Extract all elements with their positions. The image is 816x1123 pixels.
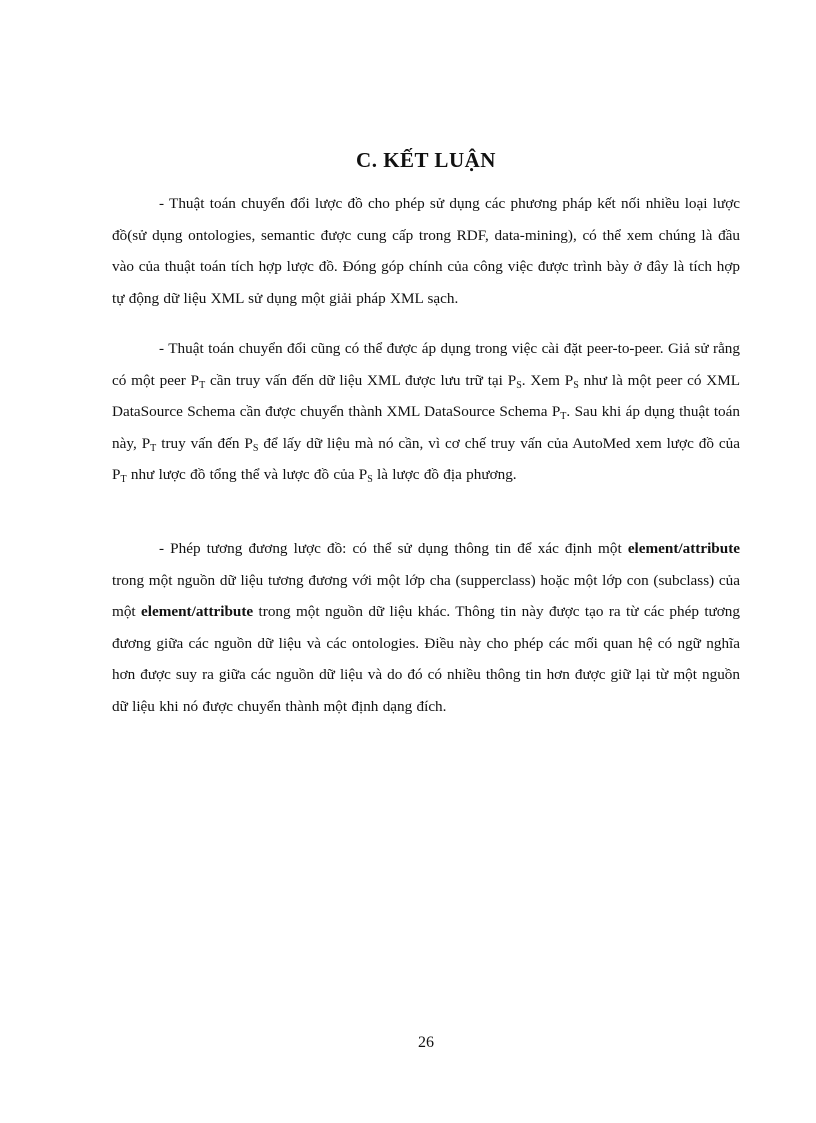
document-page — [112, 0, 740, 1123]
paragraph-2-text: là lược đồ địa phương. — [372, 466, 517, 483]
paragraph-3-text: trong một nguồn dữ liệu khác. Thông tin này được tạo ra từ các phép tương đương giữa các nguồn dữ liệu và các ontologies. Điều này cho phép các mối quan hệ có ngữ nghĩa hơn được suy ra giữa các nguồn dữ liệu và do đó có nhiều thông tin hơn được giữ lại từ một nguồn dữ liệu khi nó được chuyển thành một định dạng đích. — [112, 603, 740, 715]
paragraph-3-text: - Phép tương đương lược đồ: có thể sử dụng thông tin để xác định một — [159, 540, 628, 557]
subscript: S — [516, 379, 522, 391]
subscript: T — [560, 411, 567, 422]
subscript: T — [199, 379, 206, 391]
page-number: 26 — [418, 1034, 434, 1051]
bold-term: element/attribute — [141, 603, 254, 620]
paragraph-3 — [112, 533, 740, 722]
subscript: T — [120, 474, 127, 485]
paragraph-1: - Thuật toán chuyển đổi lược đồ cho phép sử dụng các phương pháp kết nối nhiều loại lược đồ(sử dụng ontologies, semantic được cung cấp trong RDF, data-mining), có thể xem chúng là đầu vào của thuật toán tích hợp lược đồ. Đóng góp chính của công việc được trình bày ở đây là tích hợp tự động dữ liệu XML sử dụng một giải pháp XML sạch. — [112, 195, 740, 307]
subscript: S — [252, 442, 259, 454]
paragraph-2-text: truy vấn đến P — [156, 434, 253, 452]
subscript: S — [367, 474, 373, 485]
subscript: T — [150, 442, 157, 454]
paragraph-2-text: như lược đồ tổng thể và lược đồ của P — [126, 466, 368, 483]
paragraph-2-text: . Xem P — [521, 371, 574, 389]
section-heading: C. KẾT LUẬN — [356, 148, 496, 172]
paragraph-3-text: trong một nguồn dữ liệu tương đương với một lớp cha (supperclass) hoặc một lớp con (subclass) của một — [112, 571, 740, 620]
bold-term: element/attribute — [627, 540, 740, 557]
paragraph-2-text: . Sau khi áp dụng thuật toán này, P — [112, 403, 740, 452]
paragraph-2 — [112, 333, 740, 491]
paragraph-2-text: - Thuật toán chuyển đổi cũng có thể được áp dụng trong việc cài đặt peer-to-peer. Giả sử rằng có một peer P — [112, 340, 740, 389]
paragraph-2-text: như là một peer có XML DataSource Schema cần được chuyển thành XML DataSource Schema P — [112, 371, 741, 420]
subscript: S — [573, 379, 579, 391]
paragraph-2-text: để lấy dữ liệu mà nó cần, vì cơ chế truy vấn của AutoMed xem lược đồ của P — [112, 434, 740, 483]
paragraph-2-text: cần truy vấn đến dữ liệu XML được lưu trữ tại P — [205, 371, 517, 389]
